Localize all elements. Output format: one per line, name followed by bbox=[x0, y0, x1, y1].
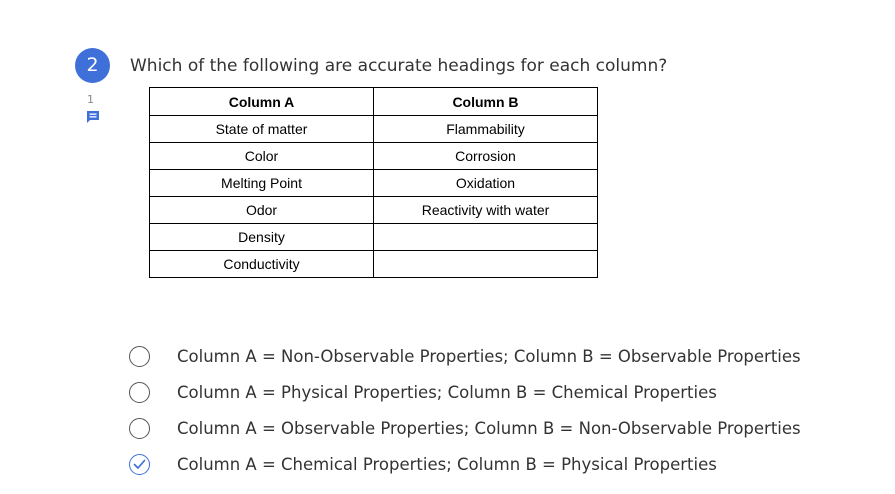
column-a-header: Column A bbox=[150, 88, 374, 116]
comment-icon[interactable] bbox=[86, 110, 100, 124]
table-cell: Corrosion bbox=[374, 143, 598, 170]
answer-choice-1[interactable] bbox=[129, 343, 801, 369]
table-cell: Color bbox=[150, 143, 374, 170]
table-cell: Flammability bbox=[374, 116, 598, 143]
table-cell: Density bbox=[150, 224, 374, 251]
answer-choice-3[interactable] bbox=[129, 415, 801, 441]
properties-table bbox=[149, 87, 598, 278]
table-cell: Melting Point bbox=[150, 170, 374, 197]
choice-label[interactable]: Column A = Physical Properties; Column B = Chemical Properties bbox=[177, 382, 717, 402]
table-cell bbox=[374, 251, 598, 278]
table-row bbox=[150, 170, 598, 197]
table-cell: Oxidation bbox=[374, 170, 598, 197]
table-cell: Reactivity with water bbox=[374, 197, 598, 224]
question-prompt: Which of the following are accurate headings for each column? bbox=[130, 56, 668, 76]
table-cell: Odor bbox=[150, 197, 374, 224]
table-cell: Conductivity bbox=[150, 251, 374, 278]
radio-button-selected[interactable] bbox=[129, 454, 150, 475]
choice-label[interactable]: Column A = Observable Properties; Column B = Non-Observable Properties bbox=[177, 418, 801, 438]
choice-label[interactable]: Column A = Non-Observable Properties; Column B = Observable Properties bbox=[177, 346, 801, 366]
answer-choice-2[interactable] bbox=[129, 379, 717, 405]
table-row bbox=[150, 143, 598, 170]
radio-button[interactable] bbox=[129, 346, 150, 367]
column-b-header: Column B bbox=[374, 88, 598, 116]
table-cell: State of matter bbox=[150, 116, 374, 143]
radio-button[interactable] bbox=[129, 418, 150, 439]
comment-count: 1 bbox=[87, 93, 94, 106]
choice-label[interactable]: Column A = Chemical Properties; Column B = Physical Properties bbox=[177, 454, 717, 474]
radio-button[interactable] bbox=[129, 382, 150, 403]
table-row bbox=[150, 224, 598, 251]
question-number-badge: 2 bbox=[75, 48, 110, 83]
table-cell bbox=[374, 224, 598, 251]
table-header-row bbox=[150, 88, 598, 116]
table-row bbox=[150, 116, 598, 143]
check-icon bbox=[133, 459, 146, 470]
table-row bbox=[150, 197, 598, 224]
answer-choice-4[interactable] bbox=[129, 451, 717, 477]
table-row bbox=[150, 251, 598, 278]
